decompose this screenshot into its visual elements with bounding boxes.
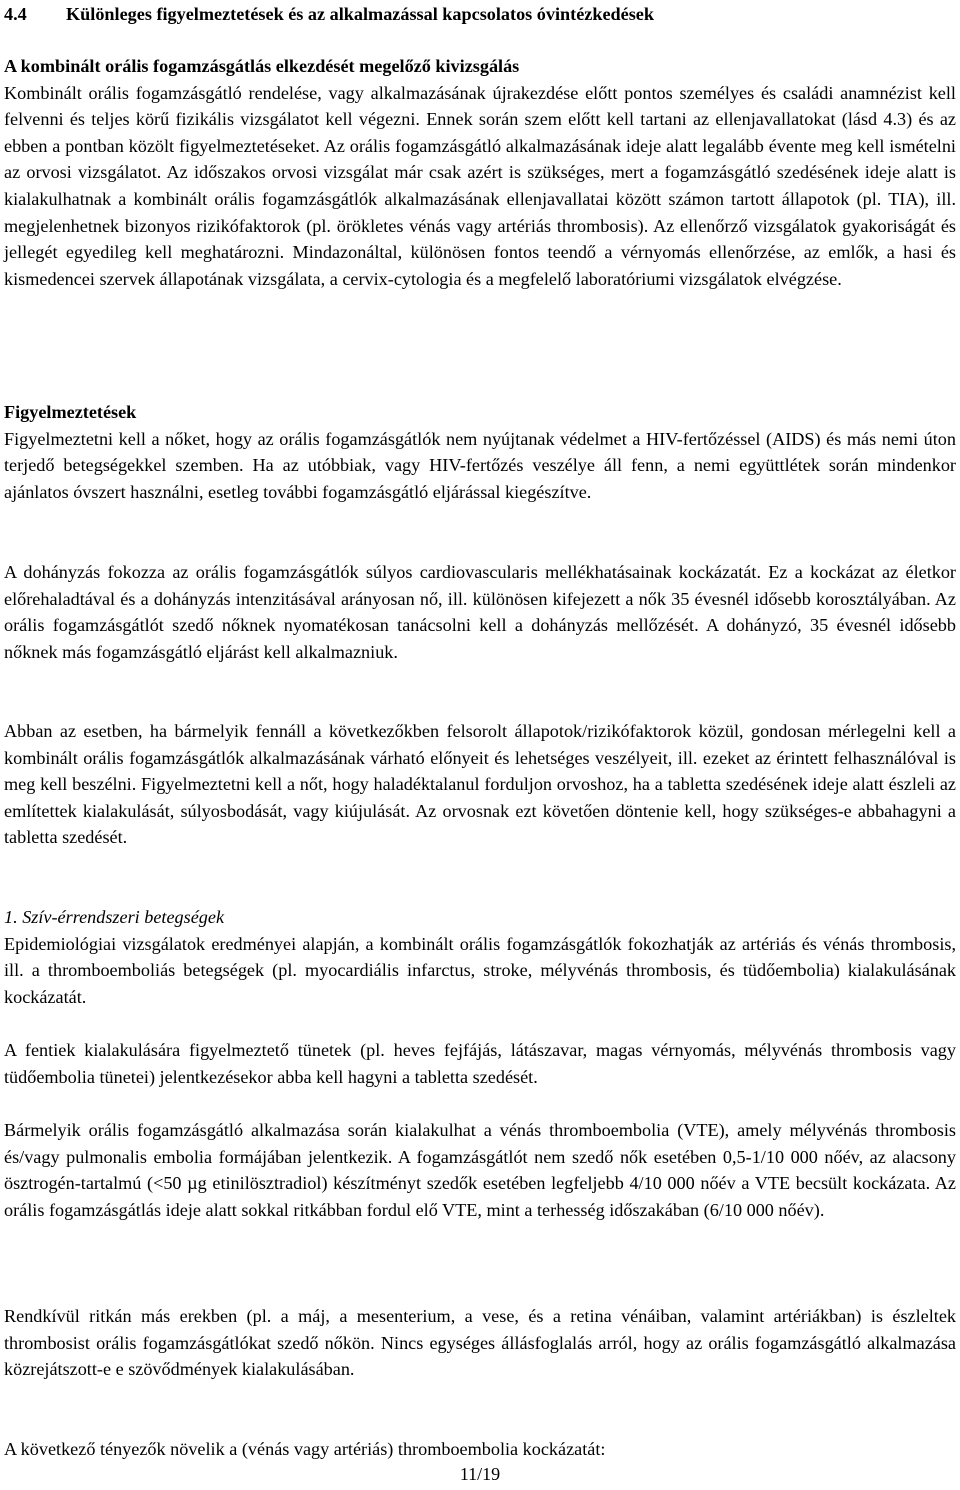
exam-heading: A kombinált orális fogamzásgátlás elkezdését megelőző kivizsgálás	[4, 56, 520, 76]
risk-paragraph: Abban az esetben, ha bármelyik fennáll a következőkben felsorolt állapotok/rizikófaktorok közül, gondosan mérlegelni kell a kombinált orális fogamzásgátlók alkalmazásának várható előnyeit és lehetséges veszélyeit, ill. ezeket az érintett felhasználóval is meg kell beszélni. Figyelmeztetni kell a nőt, hogy haladéktalanul forduljon orvoshoz, ha a tabletta szedésének ideje alatt észleli az említettek kialakulását, súlyosbodását, vagy kiújulását. Az orvosnak ezt követően döntenie kell, hogy szükséges-e abbahagyni a tabletta szedését.	[4, 721, 956, 848]
exam-paragraph: Kombinált orális fogamzásgátló rendelése, vagy alkalmazásának újrakezdése előtt pontos személyes és családi anamnézist kell felvenni és teljes körű fizikális vizsgálatot kell végezni. Ennek során szem előtt kell tartani az ellenjavallatokat (lásd 4.3) és az ebben a pontban közölt figyelmeztetéseket. Az orális fogamzásgátló alkalmazásának ideje alatt legalább évente meg kell ismételni az orvosi vizsgálatot. Az időszakos orvosi vizsgálat már csak azért is szükséges, mert a fogamzásgátló szedésének ideje alatt is kialakulhatnak a kombinált orális fogamzásgátlók alkalmazásának ellenjavallatai között számon tartott állapotok (pl. TIA), ill. megjelenhetnek bizonyos rizikófaktorok (pl. örökletes vénás vagy artériás thrombosis). Az ellenőrző vizsgálatok gyakoriságát és jellegét egyedileg kell meghatározni. Mindazonáltal, különösen fontos teendő a vérnyomás ellenőrzése, az emlők, a hasi és kismedencei szervek állapotának vizsgálata, a cervix-cytologia és a megfelelő laboratóriumi vizsgálatok elvégzése.	[4, 82, 956, 289]
section-number: 4.4	[4, 4, 27, 24]
cardio-paragraph-4: Rendkívül ritkán más erekben (pl. a máj, a mesenterium, a vese, és a retina vénáiban, valamint artériákban) is észleltek thrombosist orális fogamzásgátlókat szedő nőkön. Nincs egységes állásfoglalás arról, hogy az orális fogamzásgátló alkalmazása közrejátszott-e e szövődmények kialakulásában.	[4, 1306, 956, 1380]
cardio-paragraph-3: Bármelyik orális fogamzásgátló alkalmazása során kialakulhat a vénás thromboembolia (VTE), amely mélyvénás thrombosis és/vagy pulmonalis embolia formájában jelentkezik. A fogamzásgátlót nem szedő nők esetében 0,5-1/10 000 nőév, az alacsony ösztrogén-tartalmú (<50 µg etinilösztradiol) készítményt szedők esetében legfeljebb 4/10 000 nőév a VTE becsült kockázata. Az orális fogamzásgátlás ideje alatt sokkal ritkábban fordul elő VTE, mint a terhesség időszakában (6/10 000 nőév).	[4, 1120, 956, 1220]
cardio-paragraph-2: A fentiek kialakulására figyelmeztető tünetek (pl. heves fejfájás, látászavar, magas vérnyomás, mélyvénás thrombosis vagy tüdőembolia tünetei) jelentkezésekor abba kell hagyni a tabletta szedését.	[4, 1040, 956, 1087]
warnings-paragraph: Figyelmeztetni kell a nőket, hogy az orális fogamzásgátlók nem nyújtanak védelmet a HIV-fertőzéssel (AIDS) és más nemi úton terjedő betegségekkel szemben. Ha az utóbbiak, vagy HIV-fertőzés veszélye áll fenn, a nemi együttlétek során mindenkor ajánlatos óvszert használni, esetleg további fogamzásgátló eljárással kiegészítve.	[4, 428, 956, 502]
exam-section	[4, 53, 956, 292]
cardio-section	[4, 904, 956, 1010]
section-heading	[4, 1, 956, 27]
cardio-heading: 1. Szív-érrendszeri betegségek	[4, 907, 225, 927]
warnings-heading: Figyelmeztetések	[4, 402, 137, 422]
warnings-section	[4, 399, 956, 505]
page-number: 11/19	[459, 1464, 501, 1484]
smoking-paragraph: A dohányzás fokozza az orális fogamzásgátlók súlyos cardiovascularis mellékhatásainak kockázatát. Ez a kockázat az életkor előrehaladtával és a dohányzás intenzitásával arányosan nő, ill. különösen kifejezett a nők 35 évesnél idősebb korosztályában. Az orális fogamzásgátlót szedő nőknek nyomatékosan tanácsolni kell a dohányzás mellőzését. A dohányzó, 35 évesnél idősebb nőknek más fogamzásgátló eljárást kell alkalmazniuk.	[4, 562, 956, 662]
cardio-paragraph-5: A következő tényezők növelik a (vénás vagy artériás) thromboembolia kockázatát:	[4, 1439, 606, 1459]
cardio-paragraph-1: Epidemiológiai vizsgálatok eredményei alapján, a kombinált orális fogamzásgátlók fokozhatják az artériás és vénás thrombosis, ill. a thromboemboliás betegségek (pl. myocardiális infarctus, stroke, mélyvénás thrombosis, és tüdőembolia) kialakulásának kockázatát.	[4, 933, 956, 1007]
section-title: Különleges figyelmeztetések és az alkalmazással kapcsolatos óvintézkedések	[66, 4, 654, 24]
